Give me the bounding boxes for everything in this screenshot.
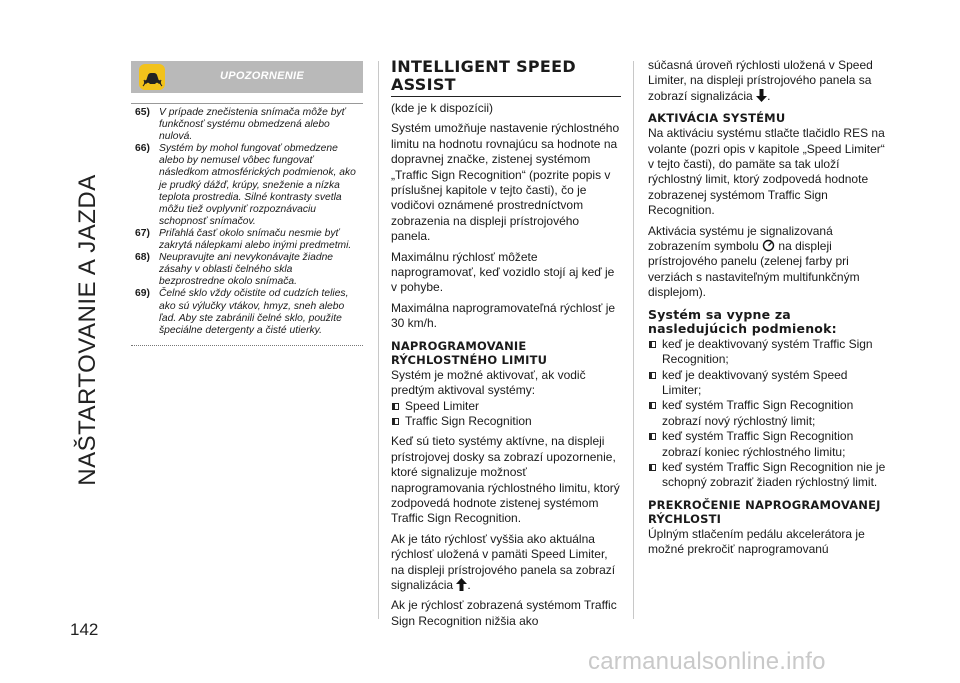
subheading-activation: AKTIVÁCIA SYSTÉMU <box>648 111 786 126</box>
warning-item: 69) Čelné sklo vždy očistite od cudzích telies, ako sú výlučky vtákov, hmyz, sneh alebo ľad. Aby ste zabránili čelné sklo, použite špeciálne detergenty a čisté utierky. <box>135 288 349 336</box>
paragraph: Maximálna naprogramovateľná rýchlosť je 30 km/h. <box>391 300 616 331</box>
paragraph: Systém umožňuje nastavenie rýchlostného limitu na hodnotu rovnajúcu sa hodnote na dopravnej značke, zistenej systémom „Traffic Sign Recognition“ (pozrite popis v príslušnej kapitole v tejto časti), čo je vodičovi oznámené prostredníctvom zobrazenia na displeji prístrojového panela. <box>391 121 620 244</box>
chapter-side-title-text: NAŠTARTOVANIE A JAZDA <box>74 174 101 486</box>
bullet-icon <box>649 341 656 348</box>
list-item: keď systém Traffic Sign Recognition zobrazí nový rýchlostný limit; <box>648 398 888 429</box>
warning-title: UPOZORNENIE <box>220 70 304 82</box>
column-divider <box>633 61 634 619</box>
text-column-1 <box>391 58 621 634</box>
list-item: keď je deaktivovaný systém Speed Limiter; <box>648 368 888 399</box>
paragraph: Ak je táto rýchlosť vyššia ako aktuálna rýchlosť uložená v pamäti Speed Limiter, na displeji prístrojového panela sa zobrazí signalizácia . <box>391 531 616 592</box>
bullet-icon <box>649 433 656 440</box>
paragraph: Systém je možné aktivovať, ak vodič predtým aktivoval systémy: <box>391 367 586 398</box>
subheading-deactivation: Systém sa vypne za nasledujúcich podmienok: <box>648 306 837 336</box>
availability-note: (kde je k dispozícii) <box>391 101 494 115</box>
warning-item: 68) Neupravujte ani nevykonávajte žiadne zásahy v oblasti čelného skla bezprostredne okolo snímača. <box>135 252 334 288</box>
paragraph: Keď sú tieto systémy aktívne, na displeji prístrojovej dosky sa zobrazí upozornenie, ktoré signalizuje možnosť naprogramovania rýchlostného limitu, ktorý zodpovedá hodnote zistenej systémom Traffic Sign Recognition. <box>391 434 620 526</box>
speed-assist-icon <box>762 239 775 252</box>
text-column-2 <box>648 58 888 563</box>
bullet-icon <box>649 402 656 409</box>
bullet-icon <box>392 403 399 410</box>
section-title: INTELLIGENT SPEED ASSIST <box>391 58 621 97</box>
list-item: Speed Limiter <box>391 399 621 414</box>
column-divider <box>378 61 379 619</box>
paragraph: Na aktiváciu systému stlačte tlačidlo RES na volante (pozri opis v kapitole „Speed Limiter“ v tejto časti), do pamäte sa tak uloží rýchlostný limit, ktorý zodpovedá hodnote zobrazenej systémom Traffic Sign Recognition. <box>648 126 885 218</box>
subheading-programming: NAPROGRAMOVANIE RÝCHLOSTNÉHO LIMITU <box>391 338 548 367</box>
bullet-icon <box>649 464 656 471</box>
warning-bottom-rule <box>131 345 363 346</box>
list-item: keď systém Traffic Sign Recognition zobrazí koniec rýchlostného limitu; <box>648 429 888 460</box>
warning-box <box>131 61 363 346</box>
paragraph: Ak je rýchlosť zobrazená systémom Traffic Sign Recognition nižšia ako <box>391 598 617 628</box>
warning-item: 66) Systém by mohol fungovať obmedzene alebo by nemusel vôbec fungovať následkom atmosférických podmienok, ako je prudký dážď, krúpy, sneženie a nízka teplota prostredia. Silné kontrasty svetla môžu tiež ovplyvniť rozpoznávaciu schopnosť snímačov. <box>135 143 356 227</box>
page-number: 142 <box>70 620 99 639</box>
warning-item: 65) V prípade znečistenia snímača môže byť funkčnosť systému obmedzená alebo nulová. <box>135 107 346 143</box>
bullet-icon <box>392 418 399 425</box>
arrow-down-icon <box>756 89 767 102</box>
paragraph: Maximálnu rýchlosť môžete naprogramovať, keď vozidlo stojí aj keď je v pohybe. <box>391 249 615 295</box>
list-item: keď systém Traffic Sign Recognition nie je schopný zobraziť žiaden rýchlostný limit. <box>648 460 888 491</box>
bullet-icon <box>649 372 656 379</box>
paragraph: súčasná úroveň rýchlosti uložená v Speed Limiter, na displeji prístrojového panela sa zobrazí signalizácia . <box>648 58 873 103</box>
warning-item: 67) Priľahlá časť okolo snímaču nesmie byť zakrytá nálepkami alebo inými predmetmi. <box>135 227 352 252</box>
list-item: Traffic Sign Recognition <box>391 414 621 429</box>
warning-body <box>131 103 363 337</box>
arrow-up-icon <box>456 578 467 591</box>
paragraph: Aktivácia systému je signalizovaná zobrazením symbolu na displeji prístrojového panelu (zelenej farby pri verziách s nastaviteľným multifunkčným displejom). <box>648 223 860 300</box>
warning-header <box>131 61 363 93</box>
list-item: keď je deaktivovaný systém Traffic Sign Recognition; <box>648 337 888 368</box>
watermark: carmanualsonline.info <box>588 648 826 675</box>
paragraph: Úplným stlačením pedálu akcelerátora je možné prekročiť naprogramovanú <box>648 526 865 557</box>
subheading-exceeding: PREKROČENIE NAPROGRAMOVANEJ RÝCHLOSTI <box>648 497 881 526</box>
